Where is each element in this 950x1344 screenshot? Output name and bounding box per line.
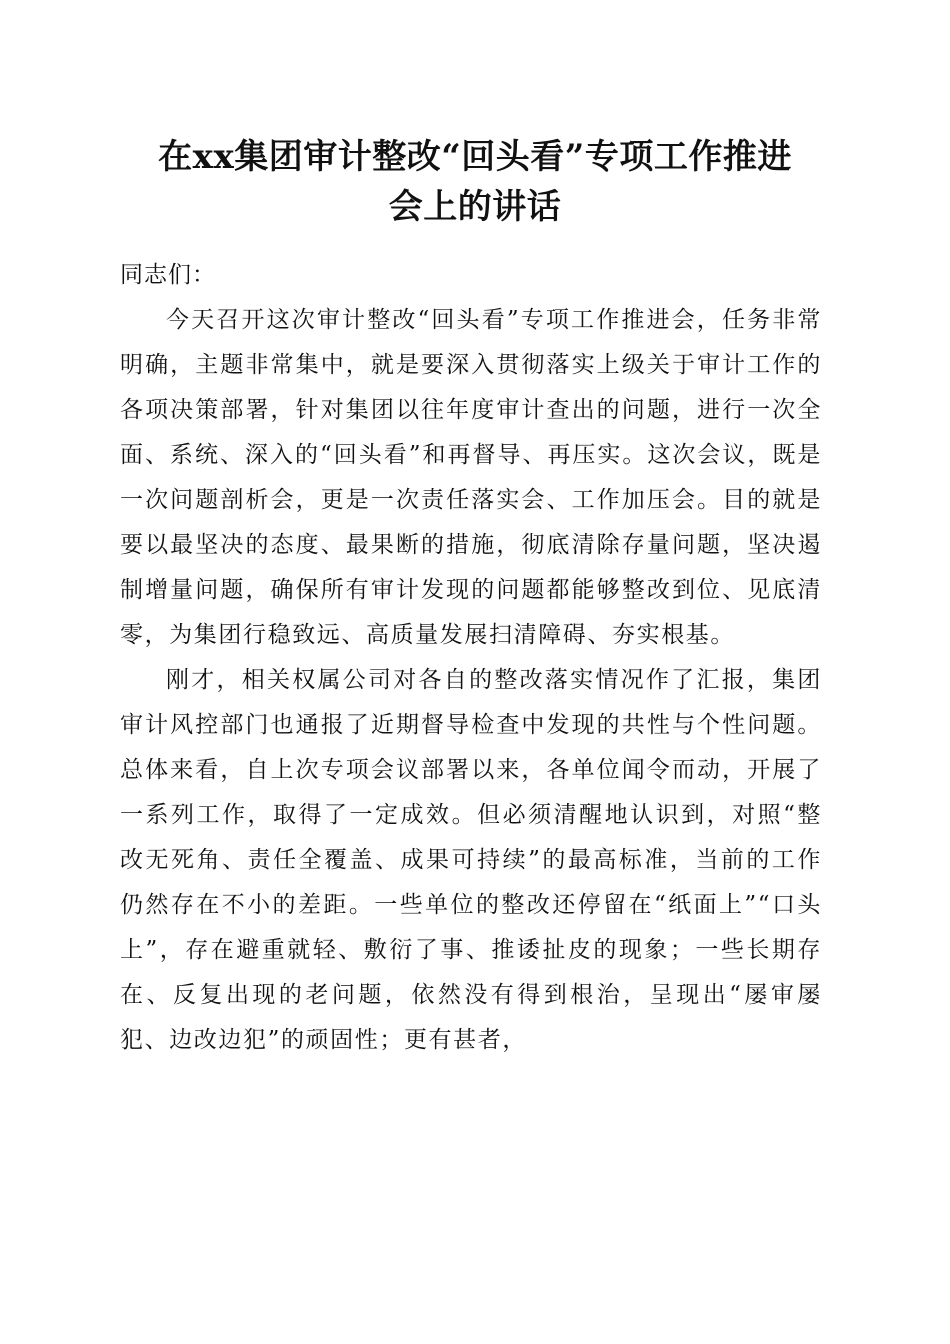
title-line-2: 会上的讲话 — [388, 187, 562, 227]
paragraph-2: 刚才，相关权属公司对各自的整改落实情况作了汇报，集团审计风控部门也通报了近期督导检查中发现的共性与个性问题。总体来看，自上次专项会议部署以来，各单位闻令而动，开展了一系列工作，取得了一定成效。但必须清醒地认识到，对照“整改无死角、责任全覆盖、成果可持续”的最高标准，当前的工作仍然存在不小的差距。一些单位的整改还停留在“纸面上”“口头上”，存在避重就轻、敷衍了事、推诿扯皮的现象；一些长期存在、反复出现的老问题，依然没有得到根治，呈现出“屡审屡犯、边改边犯”的顽固性；更有甚者， — [120, 667, 822, 1053]
document-body — [120, 298, 822, 1063]
document-title — [110, 132, 840, 232]
paragraph-1: 今天召开这次审计整改“回头看”专项工作推进会，任务非常明确，主题非常集中，就是要深入贯彻落实上级关于审计工作的各项决策部署，针对集团以往年度审计查出的问题，进行一次全面、系统、深入的“回头看”和再督导、再压实。这次会议，既是一次问题剖析会，更是一次责任落实会、工作加压会。目的就是要以最坚决的态度、最果断的措施，彻底清除存量问题，坚决遏制增量问题，确保所有审计发现的问题都能够整改到位、见底清零，为集团行稳致远、高质量发展扫清障碍、夯实根基。 — [120, 307, 822, 648]
salutation: 同志们： — [120, 262, 216, 288]
title-line-1: 在xx集团审计整改“回头看”专项工作推进 — [158, 137, 792, 177]
